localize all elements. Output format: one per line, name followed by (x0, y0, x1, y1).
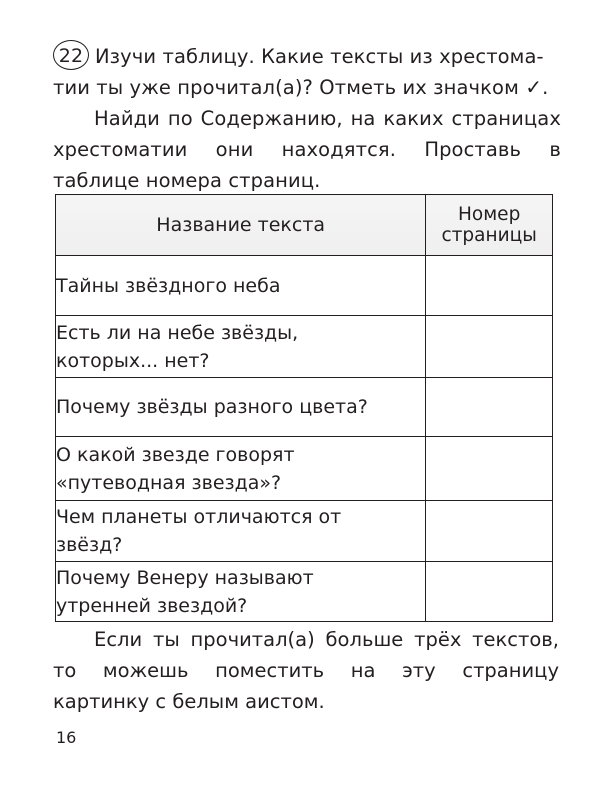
text-title-cell[interactable] (56, 378, 426, 437)
text-title-line-2: утренней звездой? (56, 594, 248, 617)
header-text-title: Название текста (56, 195, 426, 256)
page-number-cell[interactable] (426, 316, 553, 378)
text-title-line-2: звёзд? (56, 534, 123, 556)
table-row (56, 316, 553, 378)
task-number-badge: 22 (53, 40, 89, 70)
table-row (56, 437, 553, 501)
table-row (56, 256, 553, 316)
text-title-cell[interactable] (56, 437, 426, 501)
header-page-line-2: страницы (441, 225, 537, 246)
texts-table (55, 194, 553, 622)
task-instructions (53, 40, 561, 196)
header-page-line-1: Номер (458, 204, 521, 225)
page-number-cell[interactable] (426, 437, 553, 501)
task-paragraph-1 (53, 40, 561, 103)
task-line-2: тии ты уже прочитал(а)? Отметь их значком (53, 76, 519, 99)
text-title-cell[interactable] (56, 256, 426, 316)
text-title-line-2: «путеводная звезда»? (56, 471, 282, 494)
task-paragraph-2: Найди по Содержанию, на каких страницах хрестоматии они находятся. Проставь в таблице номера страниц. (53, 107, 561, 192)
text-title: Почему звёзды разного цвета? (56, 396, 368, 418)
table-header-row (56, 195, 553, 256)
table-row (56, 501, 553, 562)
table-row (56, 562, 553, 622)
text-title: Тайны звёздного неба (56, 274, 281, 297)
page-number-cell[interactable] (426, 256, 553, 316)
footer-paragraph: Если ты прочитал(а) больше трёх текстов, то можешь поместить на эту страницу картинку с белым аистом. (53, 628, 559, 713)
task-line-1: Изучи таблицу. Какие тексты из хрестома- (95, 45, 544, 68)
text-title-line-1: О какой звезде говорят (56, 443, 295, 466)
text-title-cell[interactable] (56, 501, 426, 562)
check-mark-icon: ✓ (525, 75, 543, 99)
task-line-2-end: . (542, 76, 549, 99)
header-page-number (426, 195, 553, 256)
text-title-line-2: которых... нет? (56, 349, 210, 372)
page-number-cell[interactable] (426, 501, 553, 562)
text-title-line-1: Есть ли на небе звёзды, (56, 321, 299, 344)
text-title-line-1: Почему Венеру называют (56, 566, 314, 589)
page-number: 16 (56, 728, 77, 747)
text-title-line-1: Чем планеты отличаются от (56, 506, 342, 528)
text-title-cell[interactable] (56, 562, 426, 622)
text-title-cell[interactable] (56, 316, 426, 378)
page-number-cell[interactable] (426, 378, 553, 437)
page-number-cell[interactable] (426, 562, 553, 622)
table-row (56, 378, 553, 437)
